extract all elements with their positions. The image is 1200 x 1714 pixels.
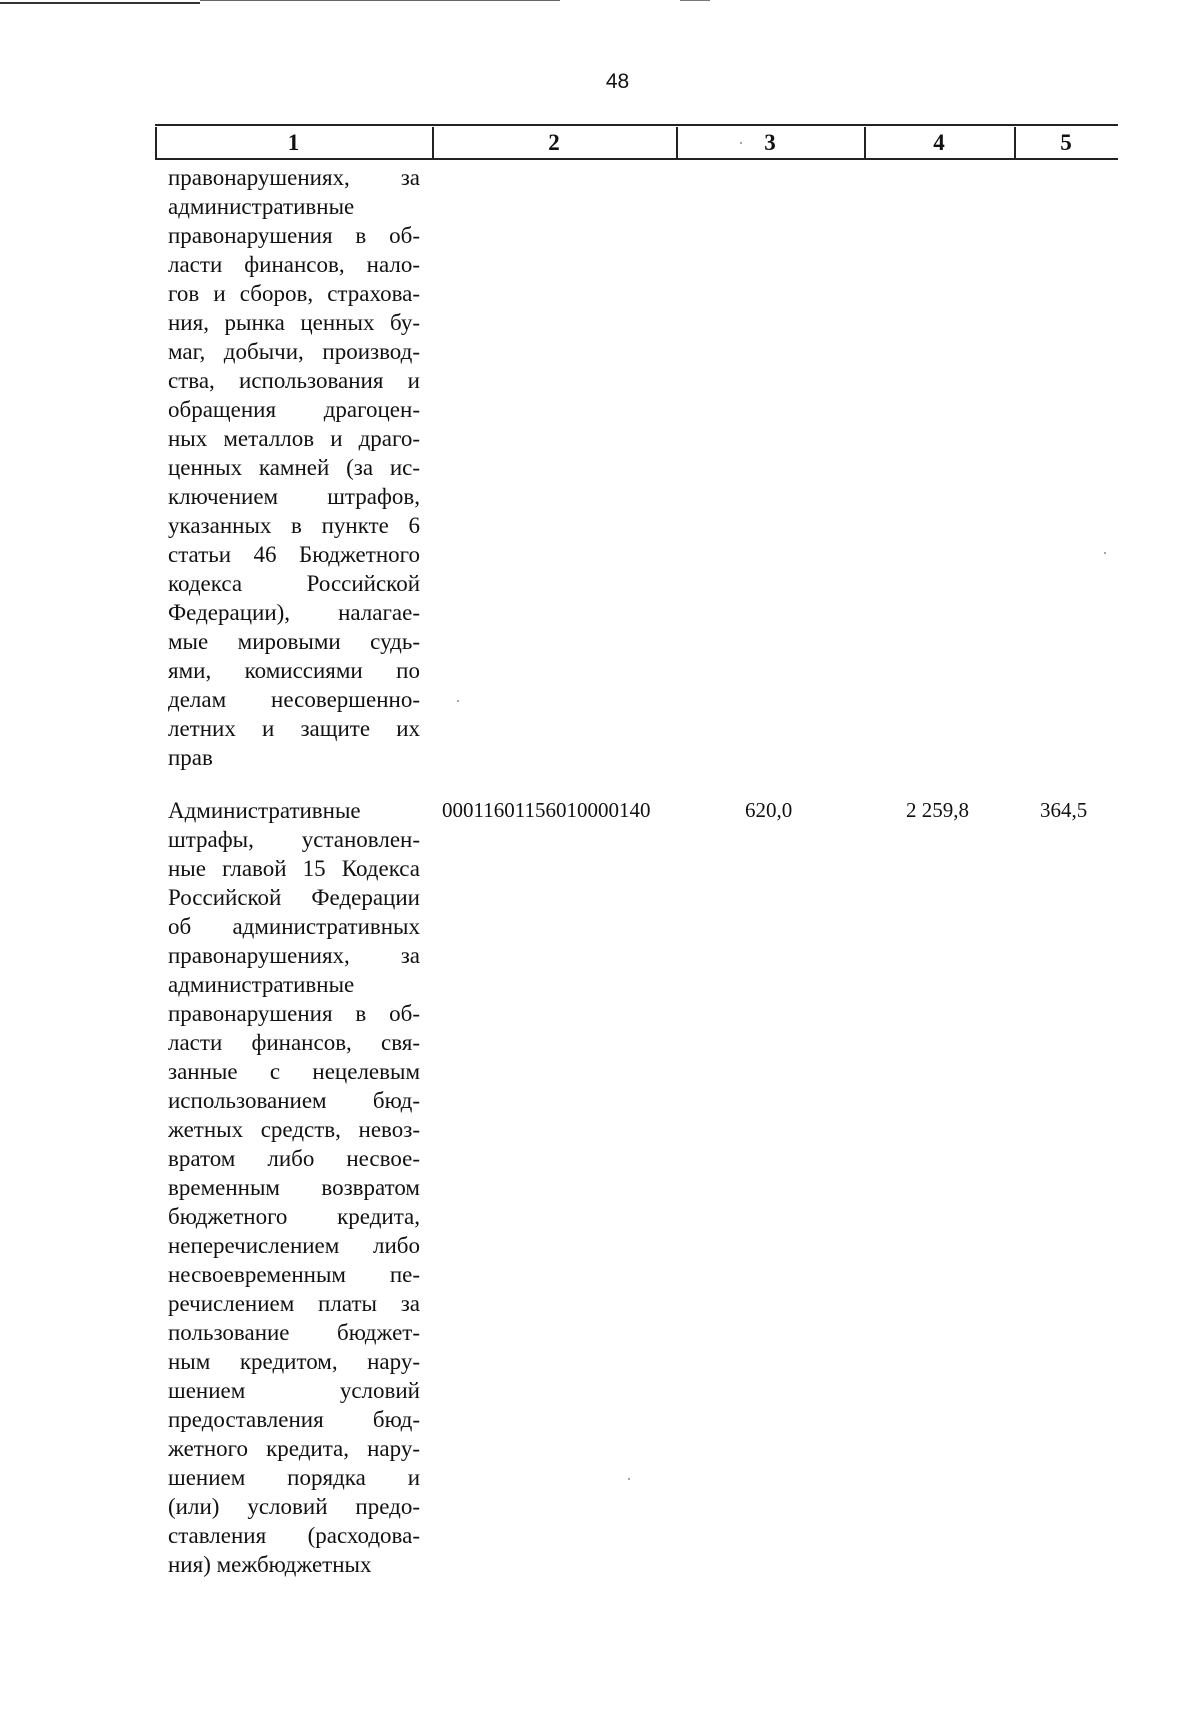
column-header-1: 1 <box>287 130 300 155</box>
description-line: бюджетного кредита, <box>168 1204 420 1229</box>
description-line: летних и защите их <box>168 716 420 741</box>
scan-speck <box>628 1478 630 1480</box>
description-line: жетного кредита, нару- <box>168 1436 420 1461</box>
description-line: мые мировыми судь- <box>168 629 420 654</box>
row-description <box>168 163 420 772</box>
scan-speck <box>1104 552 1106 554</box>
description-line: обращения драгоцен- <box>168 397 420 422</box>
description-line: ключением штрафов, <box>168 484 420 509</box>
scan-edge-artifact <box>0 0 1200 6</box>
description-line: ласти финансов, свя- <box>168 1030 420 1055</box>
description-line: речислением платы за <box>168 1291 420 1316</box>
description-line: шением порядка и <box>168 1465 420 1490</box>
description-line: правонарушениях, за <box>168 943 420 968</box>
header-bottom-rule <box>155 158 1118 160</box>
description-line: правонарушения в об- <box>168 1001 420 1026</box>
column-header-5: 5 <box>1060 130 1072 155</box>
description-line: неперечислением либо <box>168 1233 420 1258</box>
description-line: прав <box>168 745 213 770</box>
description-line: маг, добычи, производ- <box>168 339 420 364</box>
description-line: об административных <box>168 914 420 939</box>
description-line: ния, рынка ценных бу- <box>168 310 420 335</box>
description-line: кодекса Российской <box>168 571 420 596</box>
value-col4: 2 259,8 <box>906 798 969 822</box>
row-description <box>168 796 420 1579</box>
description-line: административные <box>168 194 355 219</box>
description-line: административные <box>168 972 355 997</box>
description-line: указанных в пункте 6 <box>168 513 420 538</box>
scan-speck <box>740 142 742 144</box>
description-line: штрафы, установлен- <box>168 827 420 852</box>
column-header-4: 4 <box>933 130 945 155</box>
description-line: ных металлов и драго- <box>168 426 420 451</box>
description-line: ния) межбюджетных <box>168 1552 372 1577</box>
description-line: использованием бюд- <box>168 1088 420 1113</box>
description-line: Административные <box>168 798 361 823</box>
value-col3: 620,0 <box>745 798 793 822</box>
description-line: ные главой 15 Кодекса <box>168 856 420 881</box>
description-line: шением условий <box>168 1378 420 1403</box>
description-line: Российской Федерации <box>168 885 420 910</box>
description-line: ценных камней (за ис- <box>168 455 420 480</box>
description-line: правонарушения в об- <box>168 223 420 248</box>
description-line: пользование бюджет- <box>168 1320 420 1345</box>
column-header-2: 2 <box>548 130 560 155</box>
scan-speck <box>457 700 459 702</box>
description-line: временным возвратом <box>168 1175 420 1200</box>
description-line: ласти финансов, нало- <box>168 252 420 277</box>
description-line: занные с нецелевым <box>168 1059 420 1084</box>
description-line: делам несовершенно- <box>168 687 420 712</box>
description-line: жетных средств, невоз- <box>168 1117 420 1142</box>
column-header-3: 3 <box>764 130 776 155</box>
value-col5: 364,5 <box>1040 798 1088 822</box>
description-line: ями, комиссиями по <box>168 658 420 683</box>
page-number: 48 <box>605 70 630 93</box>
description-line: несвоевременным пе- <box>168 1262 420 1287</box>
description-line: правонарушениях, за <box>168 165 420 190</box>
description-line: гов и сборов, страхова- <box>168 281 420 306</box>
description-line: статьи 46 Бюджетного <box>168 542 420 567</box>
budget-classification-code: 00011601156010000140 <box>442 798 651 822</box>
description-line: Федерации), налагае- <box>168 600 420 625</box>
description-line: ным кредитом, нару- <box>168 1349 420 1374</box>
description-line: ства, использования и <box>168 368 420 393</box>
description-line: вратом либо несвое- <box>168 1146 420 1171</box>
header-top-rule <box>155 124 1118 126</box>
description-line: (или) условий предо- <box>168 1494 420 1519</box>
description-line: предоставления бюд- <box>168 1407 420 1432</box>
description-line: ставления (расходова- <box>168 1523 420 1548</box>
